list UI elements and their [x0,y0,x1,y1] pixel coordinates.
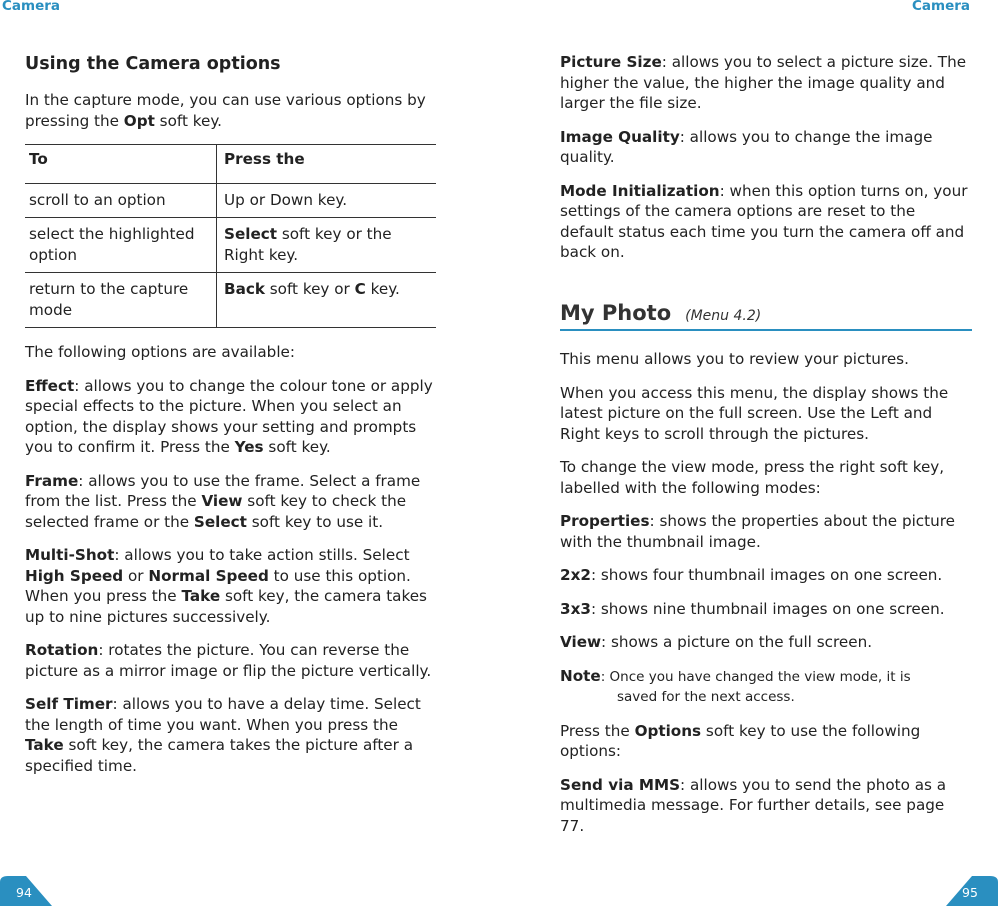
multishot-paragraph: Multi-Shot: allows you to take action stills. Select High Speed or Normal Speed to use this option. When you press the Take soft key, the camera takes up to nine pictures successively. [25,546,427,626]
properties-paragraph: Properties: shows the properties about the picture with the thumbnail image. [560,512,955,551]
page-number-right-text: 95 [962,885,978,900]
image-quality-paragraph: Image Quality: allows you to change the image quality. [560,127,933,166]
3x3-paragraph: 3x3: shows nine thumbnail images on one screen. [560,599,945,618]
my-photo-intro: This menu allows you to review your pictures. [560,350,909,368]
send-mms-paragraph: Send via MMS: allows you to send the photo as a multimedia message. For further details, see page 77. [560,775,947,835]
table-cell-press: Back soft key or C key. [217,273,437,328]
2x2-paragraph: 2x2: shows four thumbnail images on one screen. [560,566,943,584]
table-cell-press: Select soft key or the Right key. [217,218,437,273]
rotation-paragraph: Rotation: rotates the picture. You can reverse the picture as a mirror image or flip the picture vertically. [25,641,432,680]
running-header-left: Camera [2,0,61,14]
key-table [25,144,436,328]
page-number-left [0,876,52,906]
my-photo-title: My Photo [560,300,672,325]
table-row [25,218,436,273]
table-cell-to: select the highlighted option [25,218,217,273]
intro-paragraph: In the capture mode, you can use various options by pressing the Opt soft key. [25,91,426,130]
my-photo-heading [560,300,972,332]
effect-paragraph: Effect: allows you to change the colour tone or apply special effects to the picture. When you select an option, the display shows your setting and prompts you to confirm it. Press the Yes soft key. [25,376,433,456]
self-timer-paragraph: Self Timer: allows you to have a delay time. Select the length of time you want. When you press the Take soft key, the camera takes the picture after a specified time. [25,695,421,775]
table-row [25,273,436,328]
section-title: Using the Camera options [25,54,281,74]
table-cell-to: scroll to an option [25,183,217,218]
running-header-right: Camera [911,0,970,14]
menu-number: (Menu 4.2) [685,307,762,324]
table-header-to: To [25,145,217,184]
table-cell-to: return to the capture mode [25,273,217,328]
page-number-right [946,876,998,906]
table-row [25,183,436,218]
my-photo-display-text: When you access this menu, the display shows the latest picture on the full screen. Use the Left and Right keys to scroll through the pictures. [560,383,949,443]
table-header-row [25,145,436,184]
table-cell-press: Up or Down key. [217,183,437,218]
page-number-left-text: 94 [16,885,32,900]
right-page-column [560,52,972,849]
note-block: Note: Once you have changed the view mode, it is saved for the next access. [560,666,911,705]
frame-paragraph: Frame: allows you to use the frame. Select a frame from the list. Press the View soft key to check the selected frame or the Select soft key to use it. [25,471,421,531]
mode-initialization-paragraph: Mode Initialization: when this option turns on, your settings of the camera options are reset to the default status each time you turn the camera off and back on. [560,181,968,261]
picture-size-paragraph: Picture Size: allows you to select a picture size. The higher the value, the higher the image quality and larger the file size. [560,53,967,112]
view-paragraph: View: shows a picture on the full screen. [560,633,873,651]
options-paragraph: Press the Options soft key to use the following options: [560,721,921,760]
left-page-column [25,52,437,789]
view-mode-text: To change the view mode, press the right soft key, labelled with the following modes: [560,458,945,497]
options-available-text: The following options are available: [25,343,296,361]
table-header-press: Press the [217,145,437,184]
